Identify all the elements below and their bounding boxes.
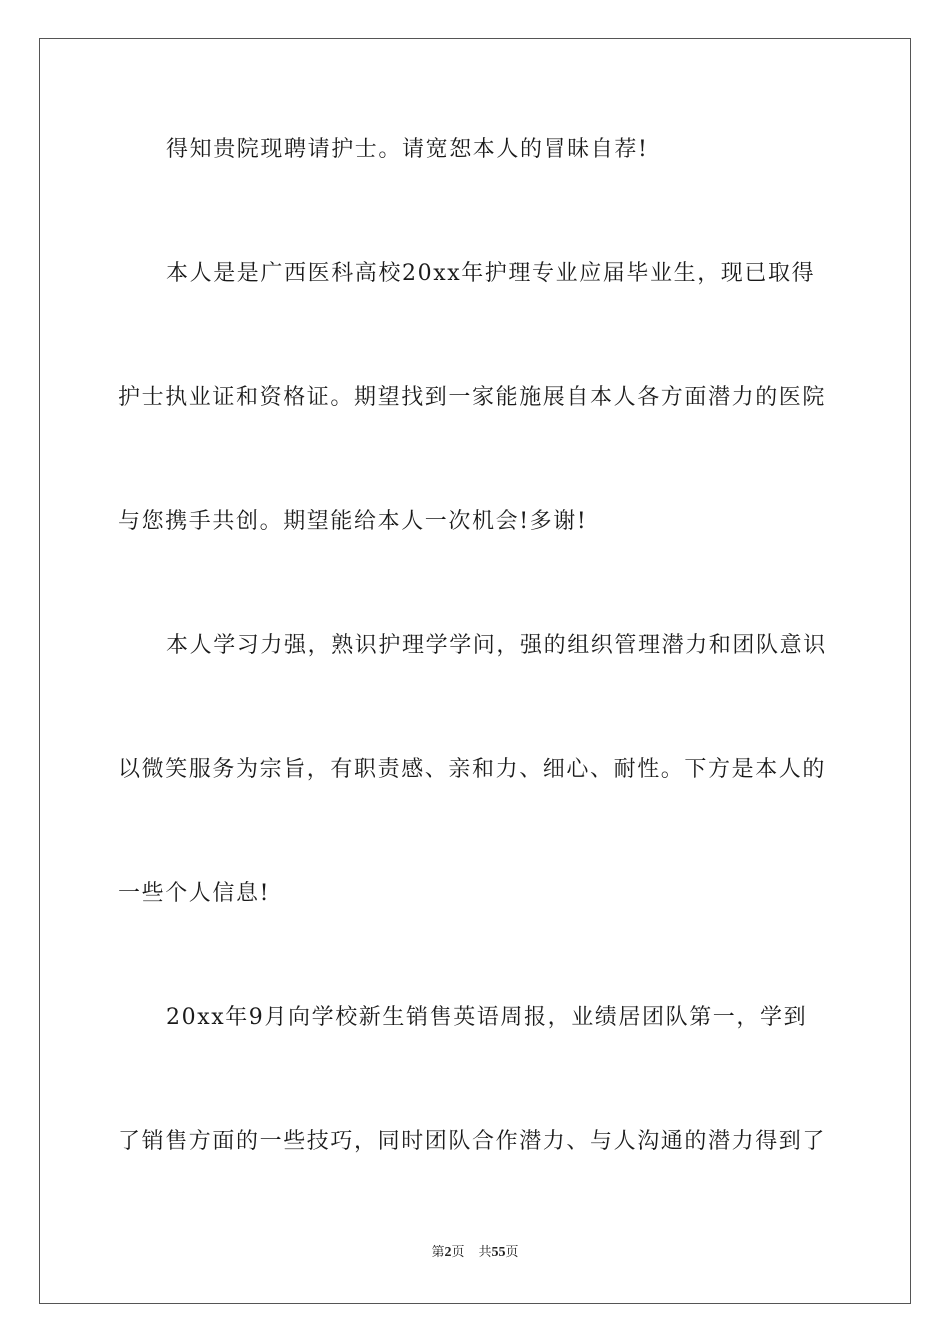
paragraph-line-6: 以微笑服务为宗旨，有职责感、亲和力、细心、耐性。下方是本人的 [118, 757, 827, 782]
page-suffix: 页 [451, 1245, 465, 1260]
paragraph-line-9: 了销售方面的一些技巧，同时团队合作潜力、与人沟通的潜力得到了 [118, 1129, 827, 1154]
paragraph-line-2: 本人是是广西医科高校20xx年护理专业应届毕业生，现已取得 [166, 261, 816, 286]
paragraph-line-4: 与您携手共创。期望能给本人一次机会!多谢! [118, 509, 588, 534]
paragraph-line-3: 护士执业证和资格证。期望找到一家能施展自本人各方面潜力的医院 [118, 385, 827, 410]
total-prefix: 共 [478, 1245, 492, 1260]
total-pages: 55 [491, 1245, 506, 1260]
page-border [39, 38, 911, 1304]
page-number: 2 [444, 1245, 452, 1260]
paragraph-line-8: 20xx年9月向学校新生销售英语周报，业绩居团队第一，学到 [166, 1005, 808, 1030]
paragraph-line-5: 本人学习力强，熟识护理学学问，强的组织管理潜力和团队意识 [166, 633, 827, 658]
page-footer [0, 1244, 950, 1262]
page-prefix: 第 [431, 1245, 445, 1260]
paragraph-line-7: 一些个人信息! [118, 881, 271, 906]
total-suffix: 页 [505, 1245, 519, 1260]
paragraph-line-1: 得知贵院现聘请护士。请宽恕本人的冒昧自荐! [166, 137, 649, 162]
